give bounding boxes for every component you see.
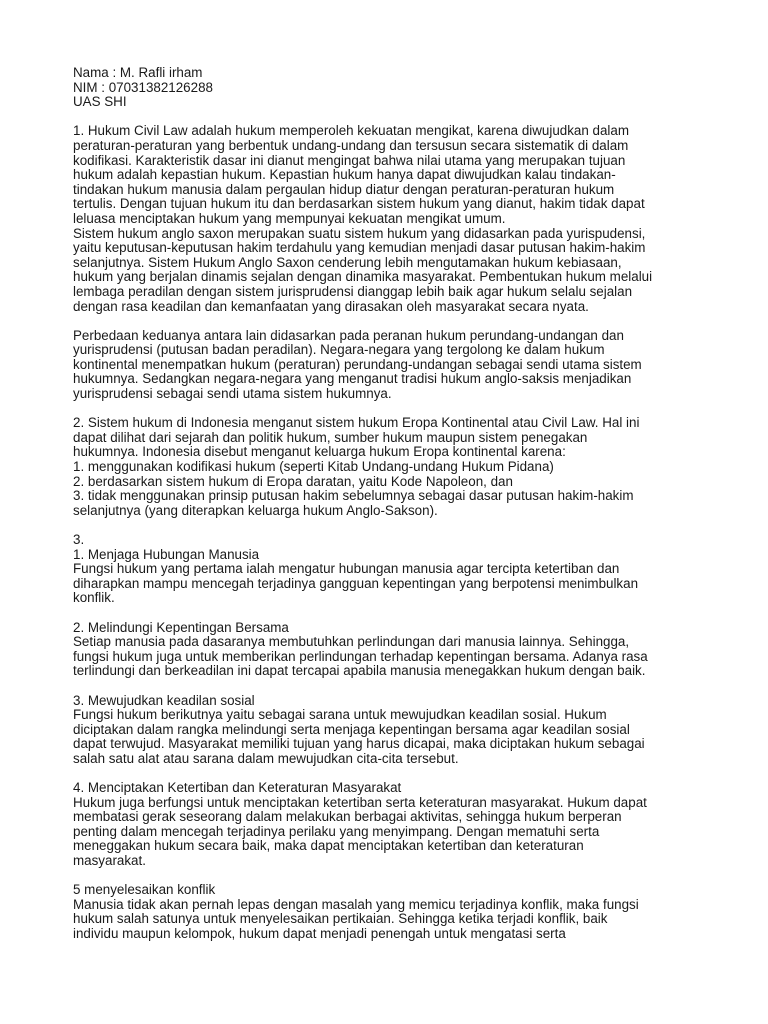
text-line: peraturan-peraturan yang berbentuk undang-undang dan tersusun secara sistematik di dalam — [73, 137, 629, 153]
text-line: tertulis. Dengan tujuan hukum itu dan berdasarkan sistem hukum yang dianut, hakim tidak dapat — [73, 196, 645, 212]
text-line: Fungsi hukum yang pertama ialah mengatur hubungan manusia agar tercipta ketertiban dan — [73, 561, 620, 577]
text-line: 1. Menjaga Hubungan Manusia — [73, 546, 260, 562]
text-line: 3. — [73, 532, 85, 547]
paragraph — [73, 883, 713, 941]
text-line: Perbedaan keduanya antara lain didasarkan pada peranan hukum perundang-undangan dan — [73, 327, 624, 343]
text-line: membatasi gerak seseorang dalam melakukan berbagai aktivitas, sehingga hukum berperan — [73, 809, 622, 825]
text-line: Hukum juga berfungsi untuk menciptakan ketertiban serta keteraturan masyarakat. Hukum dapat — [73, 794, 647, 810]
paragraph — [73, 66, 713, 110]
text-line: 4. Menciptakan Ketertiban dan Keteraturan Masyarakat — [73, 780, 402, 796]
text-line: dapat terwujud. Masyarakat memiliki tujuan yang harus dicapai, maka diciptakan hukum sebagai — [73, 736, 645, 752]
paragraph — [73, 329, 713, 402]
text-line: kodifikasi. Karakteristik dasar ini dianut mengingat bahwa nilai utama yang merupakan tujuan — [73, 152, 626, 168]
text-line: salah satu alat atau sarana dalam mewujudkan cita-cita tersebut. — [73, 750, 459, 766]
text-line: 2. Sistem hukum di Indonesia menganut sistem hukum Eropa Kontinental atau Civil Law. Hal ini — [73, 415, 640, 431]
text-line: 1. menggunakan kodifikasi hukum (seperti Kitab Undang-undang Hukum Pidana) — [73, 459, 554, 475]
text-line: diciptakan dalam rangka melindungi serta menjaga kepentingan bersama agar keadilan sosial — [73, 721, 630, 737]
text-line: 2. berdasarkan sistem hukum di Eropa daratan, yaitu Kode Napoleon, dan — [73, 473, 513, 489]
paragraph — [73, 621, 713, 679]
paragraph — [73, 416, 713, 518]
document-body — [73, 66, 713, 956]
text-line: UAS SHI — [73, 94, 127, 110]
text-line: individu maupun kelompok, hukum dapat menjadi penengah untuk mengatasi serta — [73, 926, 566, 942]
text-line: Manusia tidak akan pernah lepas dengan masalah yang memicu terjadinya konflik, maka fungsi — [73, 896, 639, 912]
text-line: selanjutnya (yang diterapkan keluarga hukum Anglo-Sakson). — [73, 502, 438, 518]
text-line: fungsi hukum juga untuk memberikan perlindungan terhadap kepentingan bersama. Adanya rasa — [73, 648, 648, 664]
text-line: dapat dilihat dari sejarah dan politik hukum, sumber hukum maupun sistem penegakan — [73, 429, 588, 445]
text-line: hukumnya. Indonesia disebut menganut keluarga hukum Eropa kontinental karena: — [73, 444, 566, 460]
paragraph — [73, 694, 713, 767]
text-line: kontinental menempatkan hukum (peraturan) perundang-undangan sebagai sendi utama sistem — [73, 356, 642, 372]
text-line: meneggakan hukum secara baik, maka dapat menciptakan ketertiban dan keteraturan — [73, 838, 584, 854]
text-line: Fungsi hukum berikutnya yaitu sebagai sarana untuk mewujudkan keadilan sosial. Hukum — [73, 707, 607, 723]
paragraph — [73, 781, 713, 869]
text-line: yurisprudensi (putusan badan peradilan). Negara-negara yang tergolong ke dalam hukum — [73, 342, 605, 358]
text-line: Setiap manusia pada dasaranya membutuhkan perlindungan dari manusia lainnya. Sehingga, — [73, 634, 630, 650]
text-line: 1. Hukum Civil Law adalah hukum memperoleh kekuatan mengikat, karena diwujudkan dalam — [73, 123, 630, 139]
text-line: hukumnya. Sedangkan negara-negara yang menganut tradisi hukum anglo-saksis menjadikan — [73, 371, 632, 387]
text-line: tindakan hukum manusia dalam pergaulan hidup diatur dengan peraturan-peraturan hukum — [73, 181, 615, 197]
text-line: yaitu keputusan-keputusan hakim terdahulu yang kemudian menjadi dasar putusan hakim-hakim — [73, 240, 646, 256]
text-line: 3. Mewujudkan keadilan sosial — [73, 692, 255, 708]
text-line: lembaga peradilan dengan sistem jurisprudensi dianggap lebih baik agar hukum selalu sejalan — [73, 283, 633, 299]
text-line: NIM : 07031382126288 — [73, 79, 213, 95]
text-line: hukum salah satunya untuk menyelesaikan pertikaian. Sehingga ketika terjadi konflik, baik — [73, 911, 608, 927]
text-line: terlindungi dan berkeadilan ini dapat tercapai apabila manusia menegakkan hukum dengan baik. — [73, 663, 646, 679]
text-line: 5 menyelesaikan konflik — [73, 882, 216, 898]
text-line: 3. tidak menggunakan prinsip putusan hakim sebelumnya sebagai dasar putusan hakim-hakim — [73, 488, 634, 504]
text-line: masyarakat. — [73, 853, 146, 869]
text-line: 2. Melindungi Kepentingan Bersama — [73, 619, 289, 635]
text-line: diharapkan mampu mencegah terjadinya gangguan kepentingan yang berpotensi menimbulkan — [73, 575, 639, 591]
paragraph — [73, 124, 713, 314]
text-line: Nama : M. Rafli irham — [73, 65, 203, 80]
text-line: yurisprudensi sebagai sendi utama sistem hukumnya. — [73, 386, 392, 402]
text-line: penting dalam mencegah terjadinya perilaku yang menyimpang. Dengan mematuhi serta — [73, 823, 600, 839]
text-line: selanjutnya. Sistem Hukum Anglo Saxon cenderung lebih mengutamakan hukum kebiasaan, — [73, 254, 622, 270]
text-line: hukum adalah kepastian hukum. Kepastian hukum hanya dapat diwujudkan kalau tindakan- — [73, 167, 616, 183]
text-line: dengan rasa keadilan dan kemanfaatan yang dirasakan oleh masyarakat secara nyata. — [73, 298, 589, 314]
text-line: Sistem hukum anglo saxon merupakan suatu sistem hukum yang didasarkan pada yurispudensi, — [73, 225, 646, 241]
text-line: leluasa menciptakan hukum yang mempunyai kekuatan mengikat umum. — [73, 210, 506, 226]
text-line: hukum yang berjalan dinamis sejalan dengan dinamika masyarakat. Pembentukan hukum melalui — [73, 269, 653, 285]
text-line: konflik. — [73, 590, 115, 606]
paragraph — [73, 533, 713, 606]
